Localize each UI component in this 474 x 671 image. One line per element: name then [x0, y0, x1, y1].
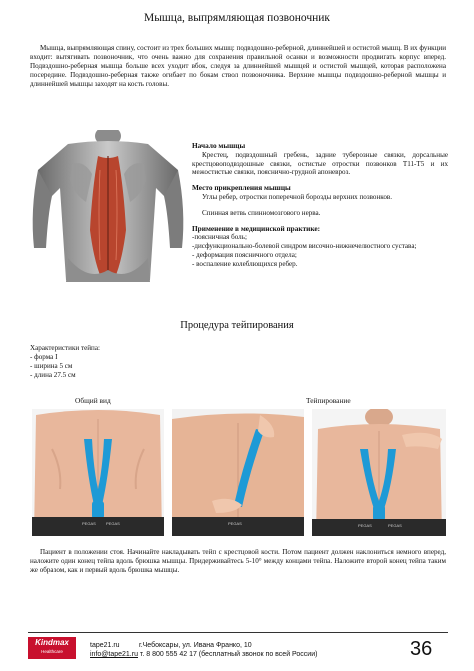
list-item: -поясничная боль; [192, 233, 247, 242]
list-item: - ширина 5 см [30, 362, 73, 370]
brand-logo[interactable] [28, 637, 76, 659]
applications-heading: Применение в медицинской практике: [192, 223, 321, 233]
photo-taping-step-2 [312, 409, 446, 536]
footer-contact-line [90, 650, 317, 659]
list-item: -дисфункционально-болевой синдром височно-нижнечелюстного сустава; [192, 242, 417, 251]
logo-brand: Kindmax [35, 638, 69, 647]
list-item: - воспаление колеблющихся ребер. [192, 259, 298, 268]
procedure-title: Процедура тейпирования [180, 320, 294, 331]
photo-general-view [32, 409, 164, 536]
address-text: г.Чебоксары, ул. Ивана Франко, 10 [139, 642, 252, 649]
tape-specs-heading: Характеристики тейпа: [30, 344, 100, 352]
list-item: - форма I [30, 353, 58, 361]
origin-text: Крестец, подвздошный гребень, задние туберозные связки, дорсальные крестцовоподвздошные связки, остистые отростки позвонков T11-T5 и их межостистые связки, пояснично-грудной апоневроз. [192, 150, 448, 177]
footer-divider [28, 632, 448, 633]
page-number: 36 [410, 638, 433, 660]
list-item: - деформация поясничного отдела; [192, 250, 297, 259]
anatomy-illustration [28, 130, 188, 282]
back-muscle-figure [28, 130, 188, 282]
list-item: - длина 27.5 см [30, 371, 76, 379]
footer-contacts [90, 641, 120, 650]
procedure-description: Пациент в положении стоя. Начинайте накладывать тейп с крестцовой кости. Потом пациент должен наклониться немного вперед, наложите один конец тейпа вдоль брюшка мышцы. Придерживайтесь 5-10° между концами тейпа. Наложите второй конец тейпа таким же образом, как и первый вдоль брюшка мышцы. [30, 548, 446, 574]
muscle-info [192, 142, 448, 269]
email-link[interactable]: info@tape21.ru [90, 651, 138, 658]
insertion-heading: Место прикрепления мышцы [192, 183, 291, 193]
caption-taping: Тейпирование [306, 396, 351, 405]
waistband-text: PEGAS [82, 521, 96, 526]
photo-taping-step-1 [172, 409, 304, 536]
logo-subtitle: Healthcare [41, 649, 63, 654]
nerve-text: Спинная ветвь спинномозгового нерва. [202, 208, 321, 217]
waistband-text: PEGAS [228, 521, 242, 526]
website-link[interactable]: tape21.ru [90, 642, 120, 649]
footer-address-block [139, 641, 252, 650]
tape-specs [30, 344, 190, 380]
caption-general-view: Общий вид [75, 396, 111, 405]
waistband-text: PEGAS [358, 523, 372, 528]
origin-heading: Начало мышцы [192, 141, 246, 150]
insertion-text: Углы ребер, отростки поперечной борозды верхних позвонков. [202, 192, 393, 201]
page-title: Мышца, выпрямляющая позвоночник [143, 12, 331, 24]
intro-paragraph: Мышца, выпрямляющая спину, состоит из трех больших мышц: подвздошно-реберной, длиннейшей и остистой мышц. В их функции входит: вытягивать позвоночник, что очень важно для сохранения правильной осанки и возможности продвигать корпус вперед. Подвздошно-реберная мышца больше всех уходит вбок, следуя за длиннейшей мышцей и остистой мышцей, которая расположена посередине. Подвздошно-реберная также огибает по бокам ствол позвоночника. Верхние мышцы подвздошно-реберной мышцы и длиннейшей мышцы заходят на кость головы. [30, 44, 446, 88]
waistband-text: PEGAS [106, 521, 120, 526]
phone-text: т. 8 800 555 42 17 (бесплатный звонок по всей России) [137, 651, 318, 658]
waistband-text: PEGAS [388, 523, 402, 528]
applications-list [192, 233, 448, 268]
